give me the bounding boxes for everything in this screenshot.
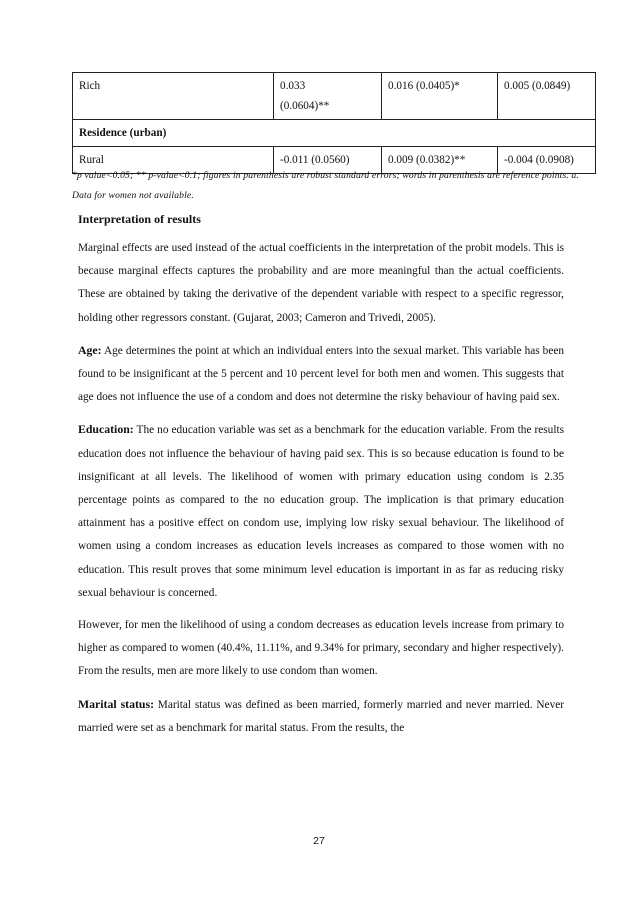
results-table bbox=[72, 72, 596, 174]
paragraph-text: Marital status was defined as been married, formerly married and never married. Never married were set as a benchmark for marital status. From the results, the bbox=[78, 698, 565, 734]
paragraph: Marginal effects are used instead of the actual coefficients in the interpretation of the probit models. This is because marginal effects captures the probability and are more meaningful than the actual coefficients. These are obtained by taking the derivative of the dependent variable with respect to a specific regressor, holding other regressors constant. (Gujarat, 2003; Cameron and Trivedi, 2005). bbox=[78, 242, 564, 324]
table-cell bbox=[274, 73, 382, 120]
paragraph: However, for men the likelihood of using a condom decreases as education levels increase from primary to higher as compared to women (40.4%, 11.11%, and 9.34% for primary, secondary and higher respectively). From the results, men are more likely to use condom than women. bbox=[78, 619, 564, 678]
table-section-row bbox=[73, 120, 596, 147]
row-label: Rich bbox=[73, 73, 274, 120]
cell-value: 0.033 bbox=[280, 80, 306, 92]
table-cell: -0.004 (0.0908) bbox=[498, 147, 596, 174]
table-row-rich bbox=[73, 73, 596, 120]
page-number: 27 bbox=[313, 835, 325, 847]
table-cell: 0.009 (0.0382)** bbox=[382, 147, 498, 174]
paragraph-label: Education: bbox=[78, 422, 134, 437]
table-cell: 0.005 (0.0849) bbox=[498, 73, 596, 120]
paragraph-label: Marital status: bbox=[78, 696, 154, 711]
table-cell: -0.011 (0.0560) bbox=[274, 147, 382, 174]
body-text bbox=[78, 209, 564, 749]
paragraph-text: The no education variable was set as a benchmark for the education variable. From the results education does not influence the behaviour of having paid sex. This is so because education is found to be insignificant at all levels. The likelihood of women with primary education using condom is 2.35 percentage points as compared to the no education group. The implication is that primary education attainment has a positive effect on condom use, implying low risky sexual behaviour. The likelihood of women using a condom increases as education levels increases as compared to those women with no education. This result proves that some minimum level education is important in as far as reducing risky sexual behaviour is concerned. bbox=[78, 424, 564, 599]
paragraph-marital bbox=[78, 693, 564, 740]
table-cell: 0.016 (0.0405)* bbox=[382, 73, 498, 120]
section-label: Residence (urban) bbox=[73, 120, 596, 147]
paragraph-education bbox=[78, 418, 564, 605]
table-footnote: *p value<0.05; ** p-value<0.1; figures in parenthesis are robust standard errors; words in parenthesis are reference points. a. Data for women not available. bbox=[72, 170, 579, 201]
cell-se: (0.0604)** bbox=[280, 100, 330, 112]
paragraph-age bbox=[78, 339, 564, 410]
paragraph-label: Age: bbox=[78, 342, 102, 357]
row-label: Rural bbox=[73, 147, 274, 174]
section-heading: Interpretation of results bbox=[78, 212, 201, 226]
paragraph-text: Age determines the point at which an individual enters into the sexual market. This variable has been found to be insignificant at the 5 percent and 10 percent level for both men and women. This suggests that age does not influence the use of a condom and does not determine the risky behaviour of having paid sex. bbox=[78, 344, 564, 404]
